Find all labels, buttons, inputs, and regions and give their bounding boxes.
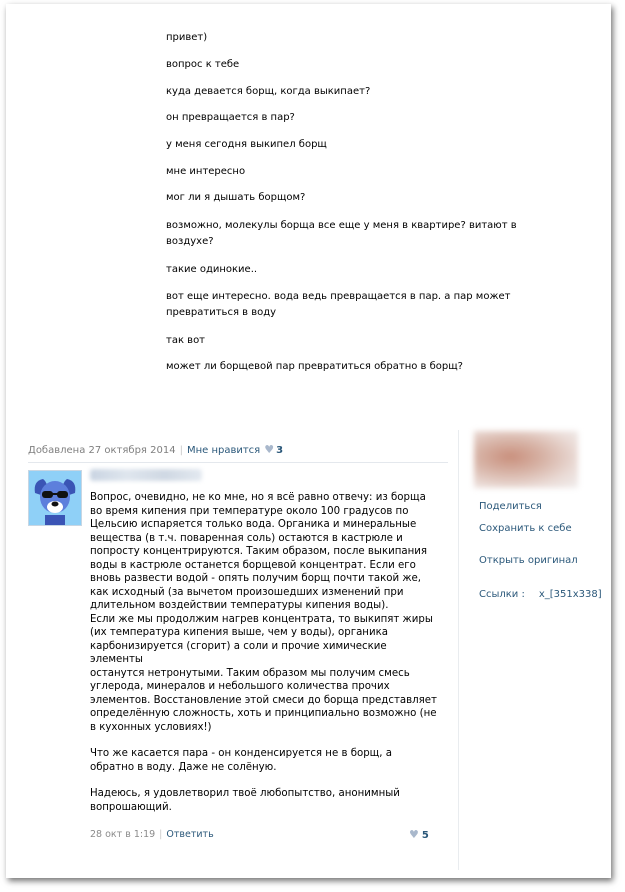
comment-line: Если же мы продолжим нагрев концентрата, то выкипят жиры — [90, 613, 433, 625]
open-original-link[interactable]: Открыть оригинал — [479, 555, 578, 566]
message: куда девается борщ, когда выкипает? — [166, 86, 371, 97]
comment-line: (их температура кипения выше, чем у воды), органика — [90, 627, 388, 638]
comment-like-count: 5 — [421, 830, 429, 841]
message: возможно, молекулы борща все еще у меня в квартире? витают в — [166, 220, 517, 231]
heart-icon[interactable]: ♥ — [409, 828, 419, 841]
comment-line: длительном воздействии температуры кипения воды). — [90, 600, 389, 611]
heart-icon[interactable]: ♥ — [264, 443, 275, 456]
comment-line: во время кипения при температуре около 100 градусов по — [90, 505, 409, 517]
message: вот еще интересно. вода ведь превращается в пар. а пар может — [166, 291, 511, 302]
author-name-blurred[interactable] — [90, 469, 202, 481]
dog-avatar-icon — [29, 471, 81, 525]
message: мог ли я дышать борщом? — [166, 192, 306, 203]
comment-line: попросту концентрируются. Таким образом, после выкипания — [90, 546, 428, 557]
comment-line: обратно в воду. Даже не солёную. — [90, 761, 277, 773]
save-link[interactable]: Сохранить к себе — [479, 523, 572, 534]
comment-line: углерода, минералов и небольшого количества прочих — [90, 681, 390, 692]
photo-thumbnail-blurred[interactable] — [474, 431, 578, 488]
links-row — [479, 589, 602, 600]
message: так вот — [166, 335, 206, 346]
avatar[interactable] — [28, 470, 82, 526]
comment-line: останутся нетронутыми. Таким образом мы получим смесь — [90, 667, 410, 679]
share-link[interactable]: Поделиться — [479, 501, 542, 512]
message: у меня сегодня выкипел борщ — [166, 139, 327, 150]
comment-line: карбонизируется (сгорит) а соли и прочие химические элементы — [90, 640, 387, 665]
comment-line: Цельсию испаряется только вода. Органика и минеральные — [90, 519, 417, 530]
comment-line: вещества (в т.ч. поваренная соль) остаются в кастрюле и — [90, 532, 403, 544]
links-value[interactable]: x_[351x338] — [538, 589, 602, 600]
reply-link[interactable]: Ответить — [166, 829, 214, 840]
comment-line: Вопрос, очевидно, не ко мне, но я всё равно отвечу: из борща — [90, 492, 426, 503]
message: может ли борщевой пар превратиться обратно в борщ? — [166, 361, 463, 372]
message: вопрос к тебе — [166, 59, 240, 70]
message: привет) — [166, 32, 208, 43]
comment-paragraph — [90, 747, 438, 774]
comment-text — [90, 491, 438, 814]
post-meta — [28, 443, 283, 456]
like-link[interactable]: Мне нравится — [186, 445, 261, 456]
post-date: Добавлена 27 октября 2014 — [28, 445, 176, 456]
like-count: 3 — [276, 445, 284, 456]
comment-line: вновь развести водой - опять получим борщ почти такой же, — [90, 573, 422, 584]
comment-line: как исходный (за вычетом произошедших изменений при — [90, 586, 404, 598]
comment-line: воды в кастрюле останется борщевой концентрат. Если его — [90, 559, 416, 571]
message: превратиться в воду — [166, 307, 277, 318]
comment-meta — [90, 829, 214, 840]
comment-line: вопрошающий. — [90, 801, 172, 813]
comment-line: Надеюсь, я удовлетворил твоё любопытство, анонимный — [90, 788, 400, 799]
links-label: Ссылки : — [479, 589, 525, 600]
message: воздухе? — [166, 236, 214, 247]
comment-line: определённую сложность, хоть и принципиально возможно (не — [90, 708, 437, 719]
separator: | — [159, 829, 163, 840]
comment-line: элементов. Восстановление этой смеси до борща представляет — [90, 694, 437, 706]
divider — [28, 462, 448, 463]
comment-time[interactable]: 28 окт в 1:19 — [90, 829, 156, 840]
message: мне интересно — [166, 166, 246, 177]
comment-paragraph — [90, 491, 438, 734]
comment-line: Что же касается пара - он конденсируется не в борщ, а — [90, 748, 392, 759]
comment-like[interactable] — [409, 828, 429, 841]
sidebar-divider — [458, 430, 459, 870]
message: такие одинокие.. — [166, 264, 258, 275]
message: он превращается в пар? — [166, 112, 295, 123]
comment-line: в кухонных условиях!) — [90, 721, 212, 733]
separator: | — [179, 445, 183, 456]
comment-paragraph — [90, 787, 438, 814]
